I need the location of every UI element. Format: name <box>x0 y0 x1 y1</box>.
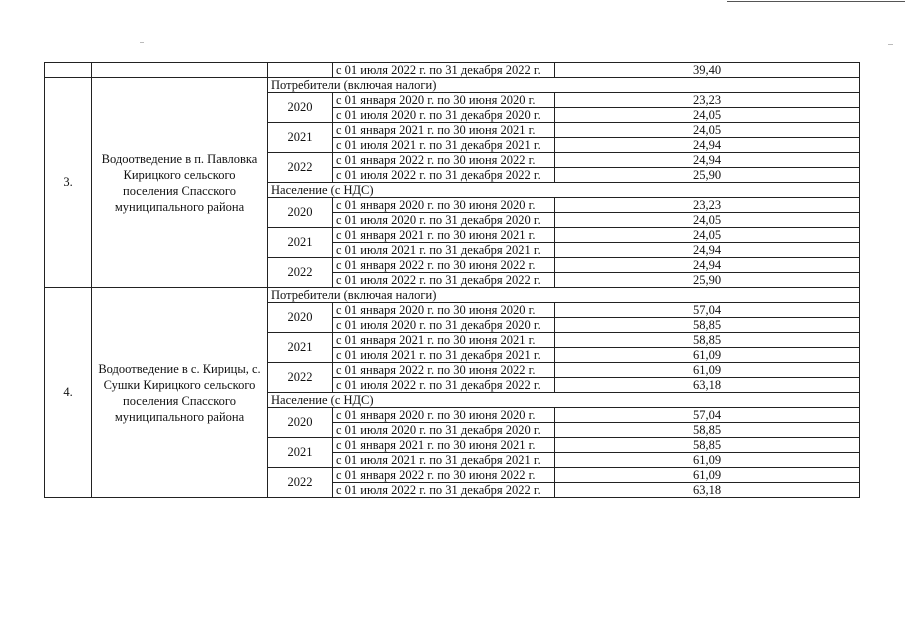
year-cell: 2022 <box>268 363 333 393</box>
consumer-group-title: Потребители (включая налоги) <box>268 78 860 93</box>
year-cell: 2020 <box>268 93 333 123</box>
section-number-cell <box>45 63 92 78</box>
period-cell: с 01 января 2022 г. по 30 июня 2022 г. <box>333 468 555 483</box>
period-cell: с 01 июля 2022 г. по 31 декабря 2022 г. <box>333 483 555 498</box>
year-cell: 2022 <box>268 468 333 498</box>
group-header-row <box>45 288 860 303</box>
consumer-group-title: Население (с НДС) <box>268 393 860 408</box>
period-cell: с 01 июля 2021 г. по 31 декабря 2021 г. <box>333 348 555 363</box>
tariff-value-cell: 57,04 <box>555 408 860 423</box>
table-row <box>45 63 860 78</box>
period-cell: с 01 июля 2021 г. по 31 декабря 2021 г. <box>333 138 555 153</box>
tariff-value-cell: 24,05 <box>555 213 860 228</box>
year-cell: 2020 <box>268 408 333 438</box>
tariff-value-cell: 23,23 <box>555 93 860 108</box>
period-cell: с 01 июля 2020 г. по 31 декабря 2020 г. <box>333 108 555 123</box>
tariff-value-cell: 58,85 <box>555 333 860 348</box>
scan-speck <box>888 44 893 45</box>
period-cell: с 01 января 2022 г. по 30 июня 2022 г. <box>333 153 555 168</box>
period-cell: с 01 января 2021 г. по 30 июня 2021 г. <box>333 438 555 453</box>
year-cell: 2020 <box>268 198 333 228</box>
scan-speck <box>140 42 144 43</box>
period-cell: с 01 июля 2020 г. по 31 декабря 2020 г. <box>333 423 555 438</box>
year-cell: 2021 <box>268 228 333 258</box>
period-cell: с 01 января 2020 г. по 30 июня 2020 г. <box>333 198 555 213</box>
period-cell: с 01 января 2022 г. по 30 июня 2022 г. <box>333 363 555 378</box>
tariff-value-cell: 61,09 <box>555 348 860 363</box>
tariff-value-cell: 25,90 <box>555 168 860 183</box>
period-cell: с 01 января 2021 г. по 30 июня 2021 г. <box>333 123 555 138</box>
period-cell: с 01 июля 2022 г. по 31 декабря 2022 г. <box>333 378 555 393</box>
year-cell: 2021 <box>268 438 333 468</box>
section-number-cell: 3. <box>45 78 92 288</box>
year-cell: 2021 <box>268 333 333 363</box>
tariff-value-cell: 23,23 <box>555 198 860 213</box>
group-header-row <box>45 78 860 93</box>
period-cell: с 01 июля 2022 г. по 31 декабря 2022 г. <box>333 168 555 183</box>
consumer-group-title: Население (с НДС) <box>268 183 860 198</box>
period-cell: с 01 января 2020 г. по 30 июня 2020 г. <box>333 93 555 108</box>
period-cell: с 01 июля 2020 г. по 31 декабря 2020 г. <box>333 318 555 333</box>
period-cell: с 01 января 2020 г. по 30 июня 2020 г. <box>333 408 555 423</box>
tariff-table-body <box>45 63 860 498</box>
period-cell: с 01 июля 2020 г. по 31 декабря 2020 г. <box>333 213 555 228</box>
period-cell: с 01 июля 2021 г. по 31 декабря 2021 г. <box>333 243 555 258</box>
tariff-value-cell: 58,85 <box>555 423 860 438</box>
period-cell: с 01 июля 2021 г. по 31 декабря 2021 г. <box>333 453 555 468</box>
tariff-value-cell: 24,94 <box>555 258 860 273</box>
tariff-table <box>44 62 860 498</box>
tariff-value-cell: 24,05 <box>555 123 860 138</box>
period-cell: с 01 июля 2022 г. по 31 декабря 2022 г. <box>333 63 555 78</box>
tariff-value-cell: 24,05 <box>555 108 860 123</box>
tariff-value-cell: 63,18 <box>555 378 860 393</box>
tariff-value-cell: 24,94 <box>555 153 860 168</box>
section-number-cell: 4. <box>45 288 92 498</box>
tariff-value-cell: 58,85 <box>555 438 860 453</box>
service-name-cell: Водоотведение в с. Кирицы, с. Сушки Кирицкого сельского поселения Спасского муниципального района <box>92 288 268 498</box>
year-cell: 2020 <box>268 303 333 333</box>
service-name-cell <box>92 63 268 78</box>
tariff-value-cell: 24,05 <box>555 228 860 243</box>
tariff-value-cell: 24,94 <box>555 243 860 258</box>
period-cell: с 01 января 2021 г. по 30 июня 2021 г. <box>333 228 555 243</box>
year-cell <box>268 63 333 78</box>
period-cell: с 01 января 2020 г. по 30 июня 2020 г. <box>333 303 555 318</box>
period-cell: с 01 июля 2022 г. по 31 декабря 2022 г. <box>333 273 555 288</box>
year-cell: 2022 <box>268 258 333 288</box>
tariff-value-cell: 61,09 <box>555 363 860 378</box>
tariff-value-cell: 61,09 <box>555 468 860 483</box>
tariff-value-cell: 25,90 <box>555 273 860 288</box>
tariff-value-cell: 61,09 <box>555 453 860 468</box>
service-name-cell: Водоотведение в п. Павловка Кирицкого сельского поселения Спасского муниципального района <box>92 78 268 288</box>
tariff-value-cell: 57,04 <box>555 303 860 318</box>
year-cell: 2022 <box>268 153 333 183</box>
consumer-group-title: Потребители (включая налоги) <box>268 288 860 303</box>
period-cell: с 01 января 2022 г. по 30 июня 2022 г. <box>333 258 555 273</box>
tariff-value-cell: 24,94 <box>555 138 860 153</box>
page-top-rule <box>727 1 905 2</box>
tariff-value-cell: 39,40 <box>555 63 860 78</box>
year-cell: 2021 <box>268 123 333 153</box>
tariff-value-cell: 58,85 <box>555 318 860 333</box>
period-cell: с 01 января 2021 г. по 30 июня 2021 г. <box>333 333 555 348</box>
tariff-value-cell: 63,18 <box>555 483 860 498</box>
